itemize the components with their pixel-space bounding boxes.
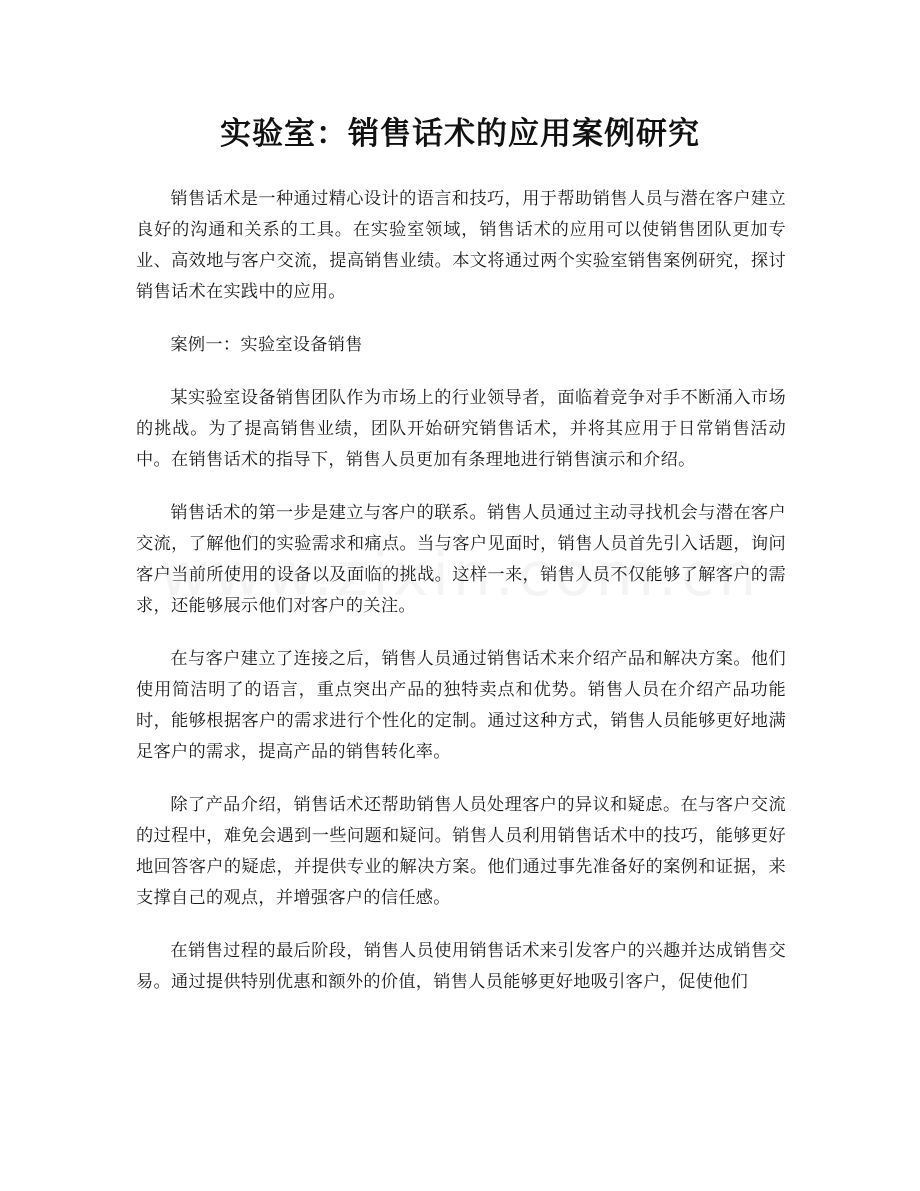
body-paragraph: 除了产品介绍，销售话术还帮助销售人员处理客户的异议和疑虑。在与客户交流的过程中，难免会遇到一些问题和疑问。销售人员利用销售话术中的技巧，能够更好地回答客户的疑虑，并提供专业的解决方案。他们通过事先准备好的案例和证据，来支撑自己的观点，并增强客户的信任感。 — [136, 795, 786, 908]
intro-paragraph: 销售话术是一种通过精心设计的语言和技巧，用于帮助销售人员与潜在客户建立良好的沟通和关系的工具。在实验室领域，销售话术的应用可以使销售团队更加专业、高效地与客户交流，提高销售业绩。本文将通过两个实验室销售案例研究，探讨销售话术在实践中的应用。 — [136, 189, 786, 302]
body-paragraph: 某实验室设备销售团队作为市场上的行业领导者，面临着竞争对手不断涌入市场的挑战。为了提高销售业绩，团队开始研究销售话术，并将其应用于日常销售活动中。在销售话术的指导下，销售人员更加有条理地进行销售演示和介绍。 — [136, 388, 786, 470]
document-body — [136, 184, 786, 1020]
body-paragraph: 在销售过程的最后阶段，销售人员使用销售话术来引发客户的兴趣并达成销售交易。通过提供特别优惠和额外的价值，销售人员能够更好地吸引客户，促使他们 — [136, 941, 786, 992]
body-paragraph: 销售话术的第一步是建立与客户的联系。销售人员通过主动寻找机会与潜在客户交流，了解他们的实验需求和痛点。当与客户见面时，销售人员首先引入话题，询问客户当前所使用的设备以及面临的挑战。这样一来，销售人员不仅能够了解客户的需求，还能够展示他们对客户的关注。 — [136, 503, 786, 616]
case-heading: 案例一：实验室设备销售 — [170, 335, 363, 355]
body-paragraph: 在与客户建立了连接之后，销售人员通过销售话术来介绍产品和解决方案。他们使用简洁明了的语言，重点突出产品的独特卖点和优势。销售人员在介绍产品功能时，能够根据客户的需求进行个性化的定制。通过这种方式，销售人员能够更好地满足客户的需求，提高产品的销售转化率。 — [136, 649, 786, 762]
page-title: 实验室：销售话术的应用案例研究 — [220, 116, 700, 152]
